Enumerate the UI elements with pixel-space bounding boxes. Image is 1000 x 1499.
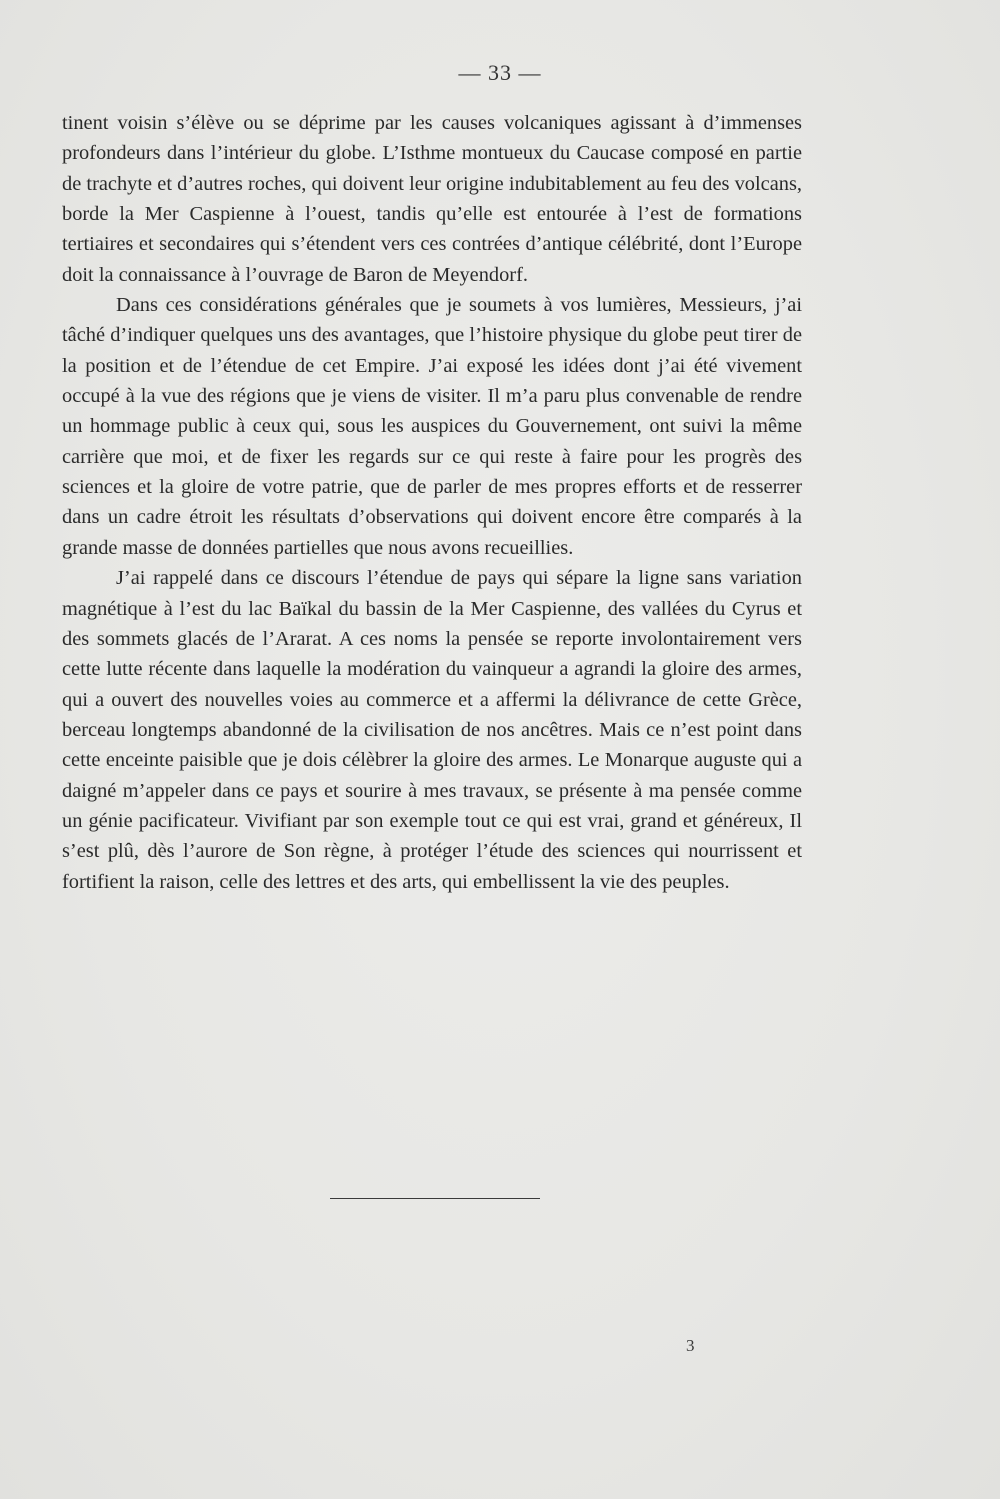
paragraph-continuation: tinent voisin s’élève ou se déprime par les causes volcaniques agissant à d’immenses profondeurs dans l’intérieur du globe. L’Isthme montueux du Caucase composé en partie de trachyte et d’autres roches, qui doivent leur origine indubitablement au feu des volcans, borde la Mer Caspienne à l’ouest, tandis qu’elle est entourée à l’est de formations tertiaires et secondaires qui s’étendent vers ces contrées d’antique célébrité, dont l’Europe doit la connaissance à l’ouvrage de Baron de Meyendorf. [62, 112, 802, 286]
page-number-header: — 33 — [458, 60, 542, 85]
paragraph: J’ai rappelé dans ce discours l’étendue de pays qui sépare la ligne sans variation magnétique à l’est du lac Baïkal du bassin de la Mer Caspienne, des vallées du Cyrus et des sommets glacés de l’Ararat. A ces noms la pensée se reporte involontairement vers cette lutte récente dans laquelle la modération du vainqueur a agrandi la gloire des armes, qui a ouvert des nouvelles voies au commerce et a affermi la délivrance de cette Grèce, berceau longtemps abandonné de la civilisation de nos ancêtres. Mais ce n’est point dans cette enceinte paisible que je dois célèbrer la gloire des armes. Le Monarque auguste qui a daigné m’appeler dans ce pays et sourire à mes travaux, se présente à ma pensée comme un génie pacificateur. Vivifiant par son exemple tout ce qui est vrai, grand et généreux, Il s’est plû, dès l’aurore de Son règne, à protéger l’étude des sciences qui nourrissent et fortifient la raison, celle des lettres et des arts, qui embellissent la vie des peuples. [62, 567, 802, 893]
body-text [62, 108, 802, 897]
paragraph: Dans ces considérations générales que je soumets à vos lumières, Messieurs, j’ai tâché d’indiquer quelques uns des avantages, que l’histoire physique du globe peut tirer de la position et de l’étendue de cet Empire. J’ai exposé les idées dont j’ai été vivement occupé à la vue des régions que je viens de visiter. Il m’a paru plus convenable de rendre un hommage public à ceux qui, sous les auspices du Gouvernement, ont suivi la même carrière que moi, et de fixer les regards sur ce qui reste à faire pour les progrès des sciences et la gloire de votre patrie, que de parler de mes propres efforts et de resserrer dans un cadre étroit les résultats d’observations qui doivent encore être comparés à la grande masse de données partielles que nous avons recueillies. [62, 294, 802, 559]
section-end-rule [330, 1198, 540, 1199]
signature-mark: 3 [686, 1336, 695, 1355]
